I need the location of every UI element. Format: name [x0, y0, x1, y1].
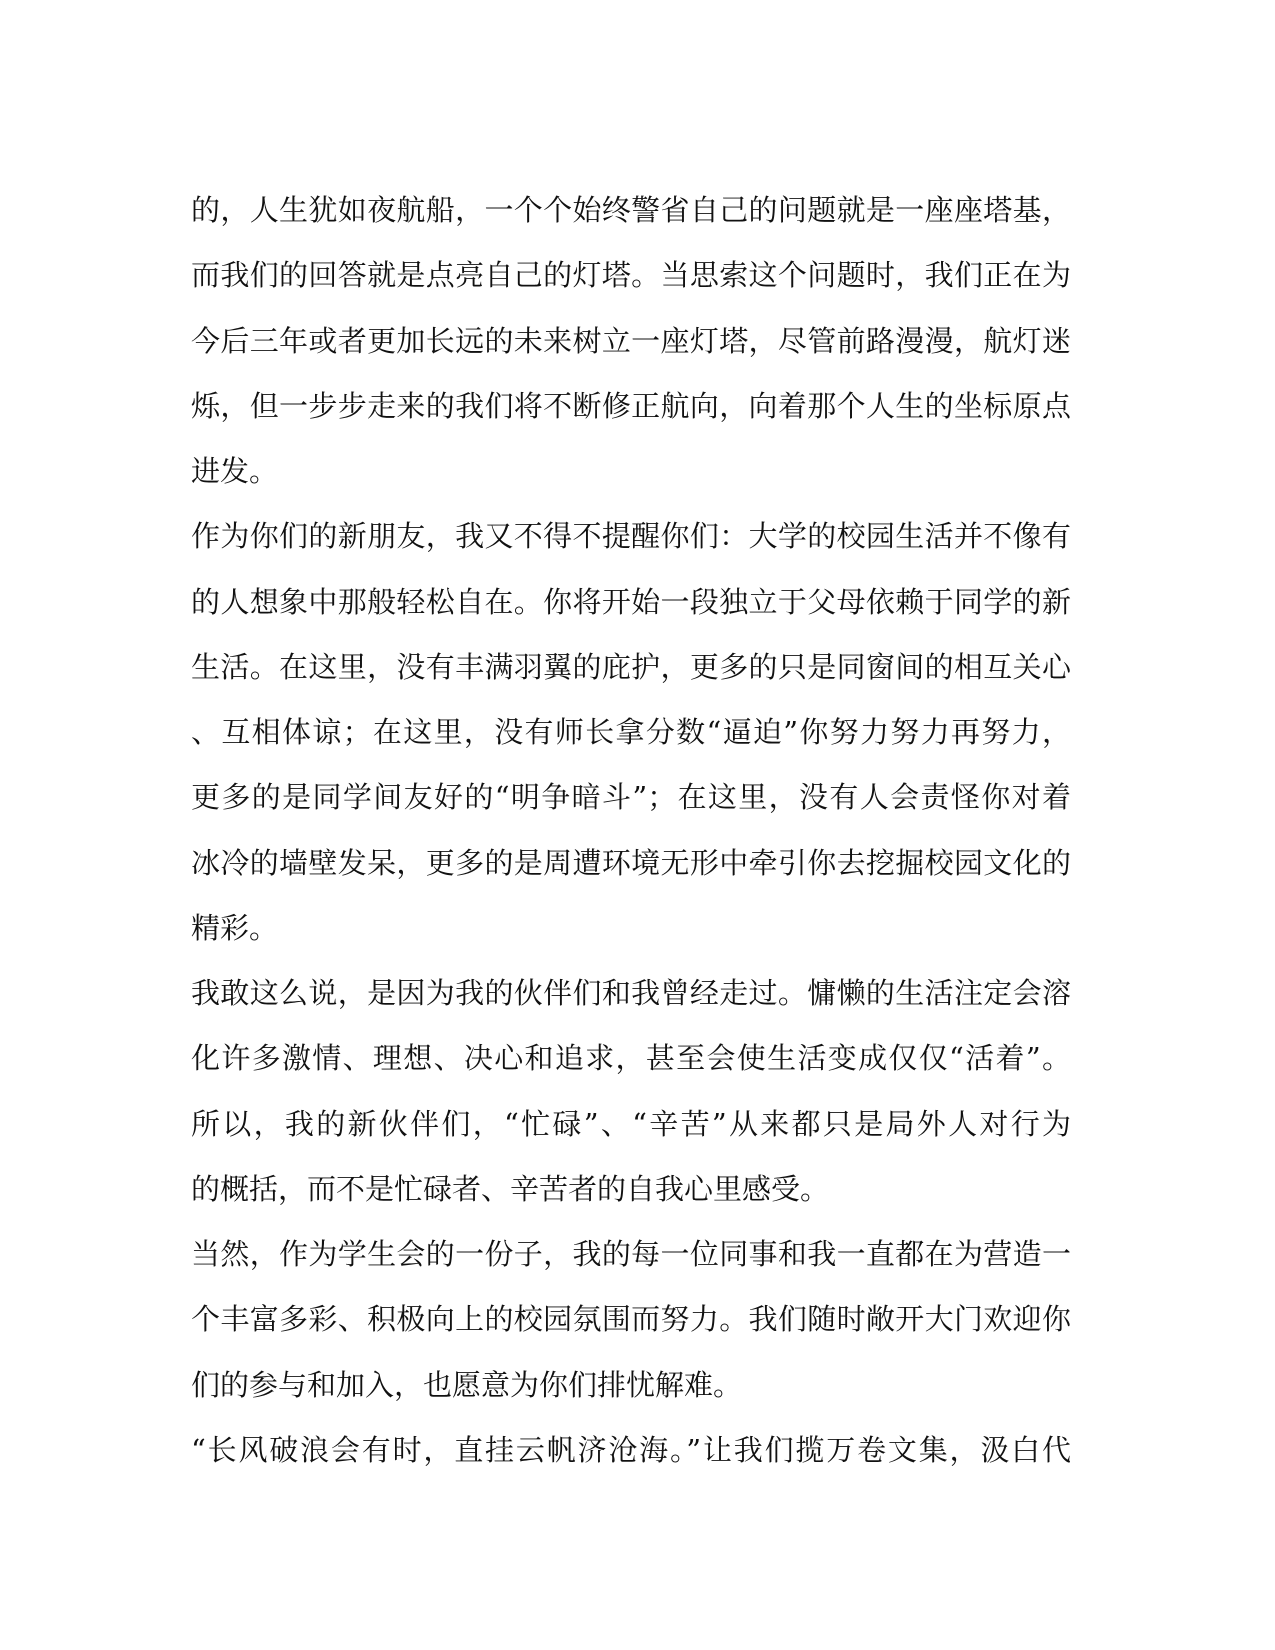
text-line: 的人想象中那般轻松自在。你将开始一段独立于父母依赖于同学的新 [191, 584, 1071, 619]
text-line: 生活。在这里，没有丰满羽翼的庇护，更多的只是同窗间的相互关心 [191, 649, 1071, 684]
text-line: 、互相体谅；在这里，没有师长拿分数“逼迫”你努力努力再努力， [191, 715, 1071, 749]
text-line: 而我们的回答就是点亮自己的灯塔。当思索这个问题时，我们正在为 [191, 258, 1071, 293]
text-line: 个丰富多彩、积极向上的校园氛围而努力。我们随时敞开大门欢迎你 [191, 1302, 1071, 1337]
text-line: 们的参与和加入，也愿意为你们排忧解难。 [191, 1367, 743, 1402]
text-line: 化许多激情、理想、决心和追求，甚至会使生活变成仅仅“活着”。 [191, 1041, 1071, 1076]
text-line: 的，人生犹如夜航船，一个个始终警省自己的问题就是一座座塔基， [191, 193, 1071, 227]
text-line: 的概括，而不是忙碌者、辛苦者的自我心里感受。 [191, 1171, 830, 1206]
text-line: 我敢这么说，是因为我的伙伴们和我曾经走过。慵懒的生活注定会溶 [191, 976, 1071, 1010]
text-line: 更多的是同学间友好的“明争暗斗”；在这里，没有人会责怪你对着 [191, 780, 1071, 815]
text-line: 当然，作为学生会的一份子，我的每一位同事和我一直都在为营造一 [191, 1237, 1071, 1271]
text-line: 作为你们的新朋友，我又不得不提醒你们：大学的校园生活并不像有 [191, 519, 1071, 554]
text-line: 冰冷的墙壁发呆，更多的是周遭环境无形中牵引你去挖掘校园文化的 [191, 845, 1071, 880]
text-line: 烁，但一步步走来的我们将不断修正航向，向着那个人生的坐标原点 [191, 388, 1071, 423]
body-text [191, 178, 1071, 1483]
text-line: 所以，我的新伙伴们，“忙碌”、“辛苦”从来都只是局外人对行为 [191, 1106, 1071, 1141]
text-line: 进发。 [191, 454, 279, 488]
text-line: 精彩。 [191, 910, 279, 945]
text-line: 今后三年或者更加长远的未来树立一座灯塔，尽管前路漫漫，航灯迷 [191, 323, 1071, 358]
text-line: “长风破浪会有时，直挂云帆济沧海。”让我们揽万卷文集，汲白代 [191, 1432, 1071, 1467]
